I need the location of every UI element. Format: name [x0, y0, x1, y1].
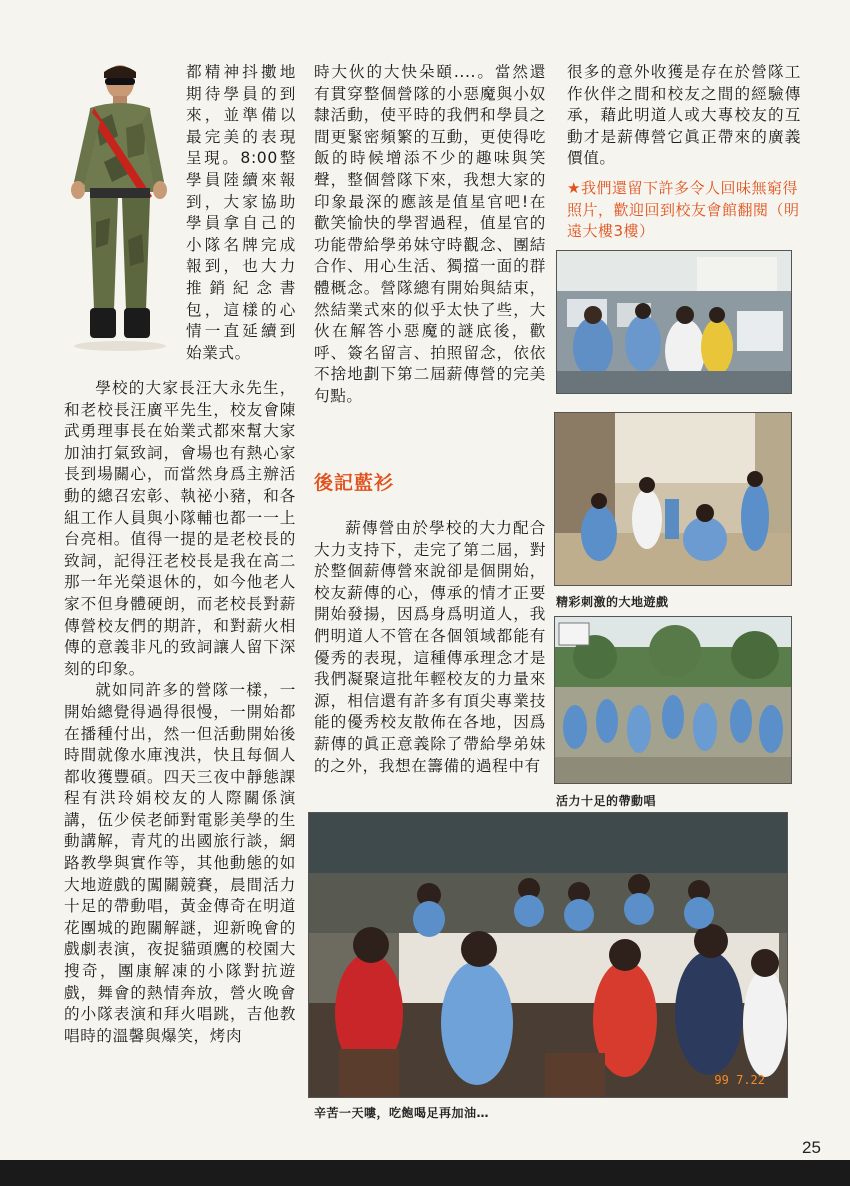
caption-ground-game: 精彩刺激的大地遊戲: [556, 595, 669, 609]
photo-computer-classroom: [556, 250, 792, 394]
photo-date-stamp: 99 7.22: [714, 1073, 765, 1087]
col2-paragraph-1: 時大伙的大快朵頤....。當然還有貫穿整個營隊的小惡魔與小奴隸活動，使平時的我們和學員之間更緊密頻繁的互動，更使得吃飯的時候增添不少的趣味與笑聲，整個營隊下來，我想大家的印象最深的應該是值星官吧!在歡笑愉快的學習過程，值星官的功能帶給學弟妹守時觀念、團結合作、用心生活、獨擋一面的群體概念。營隊總有開始與結束，然結業式來的似乎太快了些，大伙在解答小惡魔的謎底後，歡呼、簽名留言、拍照留念，依依不捨地劃下第二屆薪傳營的完美句點。: [314, 63, 546, 405]
photo-notice: ★我們還留下許多令人回味無窮得照片，歡迎回到校友會館翻閱（明遠大樓3樓）: [567, 179, 800, 241]
col2-upper-text: [314, 62, 546, 408]
caption-group-dance: 活力十足的帶動唱: [556, 794, 657, 808]
col2-paragraph-2: 薪傳營由於學校的大力配合大力支持下，走完了第二屆，對於整個薪傳營來說卻是個開始，校友薪傳的心，傳承的情才正要開始發揚，因爲身爲明道人，我們明道人不管在各個領域都能有優秀的表現，這種傳承理念才是我們凝聚這批年輕校友的力量來源，相信還有許多有頂尖專業技能的優秀校友散佈在各地，因爲薪傳的眞正意義除了帶給學弟妹的之外，我想在籌備的過程中有: [314, 519, 546, 775]
page-number: 25: [802, 1138, 821, 1157]
bottom-edge-band: [0, 1160, 850, 1186]
col2-lower-text: [314, 518, 546, 777]
photo-ground-game: [554, 412, 792, 586]
photo-dining-hall: [308, 812, 788, 1098]
col1-paragraph-2: 就如同許多的營隊一樣，一開始總覺得過得很慢，一開始都在播種付出，然一但活動開始後時間就像水庫洩洪，快且每個人都收獲豐碩。四天三夜中靜態課程有洪玲娟校友的人際關係演講，伍少侯老師對電影美學的生動講解，青芃的出國旅行談，網路教學與實作等，其他動態的如大地遊戲的闖關競賽，晨間活力十足的帶動唱，黃金傳奇在明道花團城的跑關解謎，迎新晚會的戲劇表演，夜捉貓頭鷹的校園大搜奇，團康解凍的小隊對抗遊戲，舞會的熱情奔放，營火晚會的小隊表演和拜火唱跳，吉他教唱時的溫馨與爆笑，烤肉: [64, 681, 296, 1045]
col1-body-text: [64, 378, 296, 1047]
caption-dining-hall: 辛苦一天嘍，吃飽喝足再加油…: [314, 1106, 490, 1120]
photo-group-dance: [554, 616, 792, 784]
col1-intro-text: [186, 62, 296, 364]
soldier-illustration: [60, 62, 178, 352]
col3-paragraph-1: 很多的意外收獲是存在於營隊工作伙伴之間和校友之間的經驗傳承，藉此明道人或大專校友的互動才是薪傳營它眞正帶來的廣義價值。: [567, 63, 801, 168]
col3-text: [567, 62, 801, 170]
section-heading: 後記藍衫: [314, 472, 395, 494]
col1-intro-paragraph: 都精神抖擻地期待學員的到來，並準備以最完美的表現呈現。8:00整學員陸續來報到，大家協助學員拿自己的小隊名牌完成報到，也大力推銷紀念書包，這樣的心情一直延續到始業式。: [186, 63, 296, 362]
col1-paragraph-1: 學校的大家長汪大永先生，和老校長汪廣平先生，校友會陳武勇理事長在始業式都來幫大家加油打氣致詞，會場也有熱心家長到場關心，而當然身爲主辦活動的總召宏彰、執祕小豬，和各組工作人員與小隊輔也都一一上台亮相。值得一提的是老校長的致詞，記得汪老校長是我在高二那一年光榮退休的，如今他老人家不但身體硬朗，而老校長對薪傳營校友們的期許，和對薪火相傳的意義非凡的致詞讓人留下深刻的印象。: [64, 379, 296, 678]
